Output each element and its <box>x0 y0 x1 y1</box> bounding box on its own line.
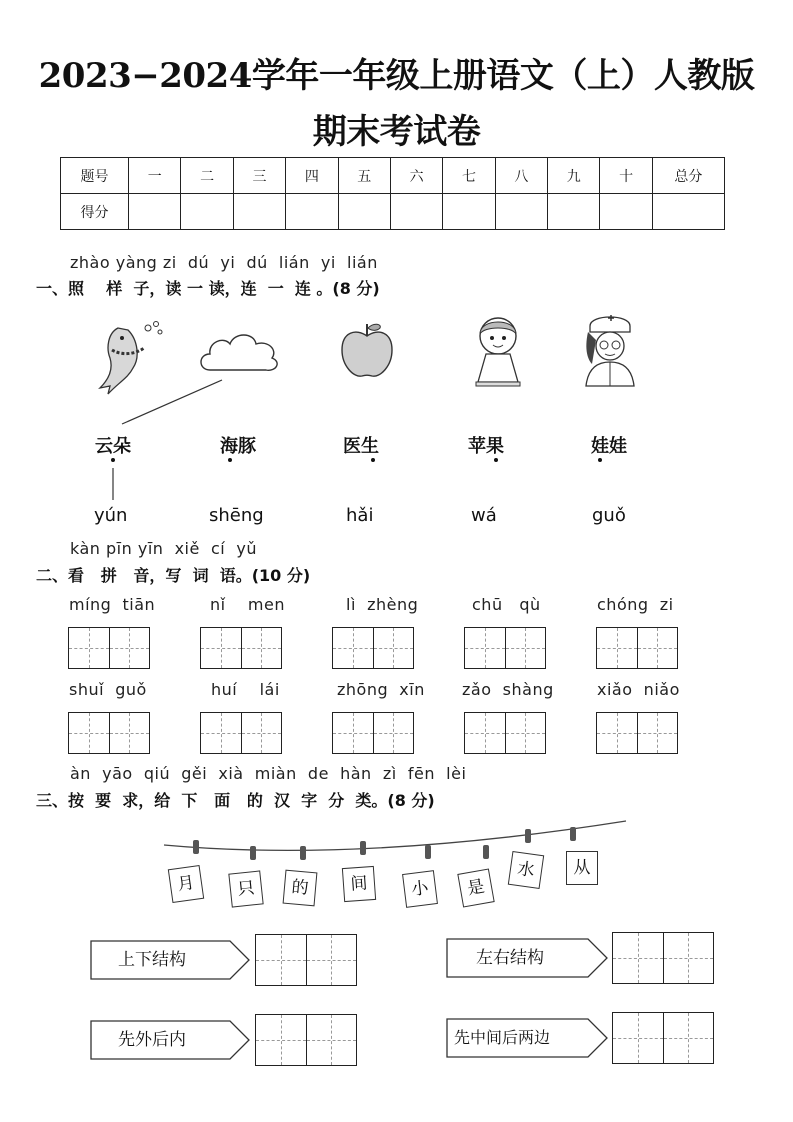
writing-grid[interactable] <box>596 627 678 669</box>
q1-pinyin: zhào yàng zi dú yi dú lián yi lián <box>70 253 378 272</box>
char-tag[interactable]: 月 <box>168 865 204 903</box>
score-input-cell[interactable] <box>233 194 285 230</box>
category-label-box <box>446 1018 608 1058</box>
score-header-cell: 八 <box>495 158 547 194</box>
score-input-cell[interactable] <box>652 194 724 230</box>
q1-title: 一、照 样 子，读 一 读，连 一 连 。(8 分) <box>36 279 380 298</box>
writing-grid[interactable] <box>332 627 414 669</box>
stress-dot <box>111 458 115 462</box>
score-header-cell: 三 <box>233 158 285 194</box>
score-header-cell: 十 <box>600 158 652 194</box>
pinyin-wa[interactable]: wá <box>471 505 497 526</box>
writing-grid[interactable] <box>596 712 678 754</box>
writing-grid[interactable] <box>332 712 414 754</box>
score-header-cell: 一 <box>129 158 181 194</box>
q2-pinyin-item: lì zhèng <box>346 595 419 614</box>
q2-pinyin-item: nǐ men <box>210 595 285 614</box>
writing-grid[interactable] <box>200 627 282 669</box>
q3-title: 三、按 要 求，给 下 面 的 汉 字 分 类。(8 分) <box>36 791 435 810</box>
category-label-box <box>90 1020 250 1060</box>
char-tag[interactable]: 间 <box>342 866 376 902</box>
char-tag[interactable]: 是 <box>457 868 494 907</box>
word-yisheng[interactable]: 医生 <box>343 436 379 457</box>
score-input-cell[interactable] <box>548 194 600 230</box>
q2-pinyin-item: zǎo shàng <box>462 680 554 699</box>
score-input-cell[interactable] <box>338 194 390 230</box>
score-header-cell: 题号 <box>61 158 129 194</box>
char-tag[interactable]: 只 <box>228 870 263 907</box>
stress-dot <box>228 458 232 462</box>
score-input-cell[interactable] <box>600 194 652 230</box>
clothespin <box>300 846 306 860</box>
clothesline <box>160 815 630 865</box>
category-label: 先外后内 <box>118 1030 186 1050</box>
score-header-cell: 二 <box>181 158 233 194</box>
writing-grid[interactable] <box>200 712 282 754</box>
stress-dot <box>371 458 375 462</box>
score-input-cell[interactable] <box>129 194 181 230</box>
q2-pinyin: kàn pīn yīn xiě cí yǔ <box>70 539 258 558</box>
score-header-cell: 六 <box>390 158 442 194</box>
score-header-cell: 四 <box>286 158 338 194</box>
writing-grid[interactable] <box>68 712 150 754</box>
score-input-cell[interactable] <box>495 194 547 230</box>
clothespin <box>483 845 489 859</box>
word-wawa[interactable]: 娃娃 <box>591 436 627 457</box>
pinyin-yun[interactable]: yún <box>94 505 128 526</box>
category-grid[interactable] <box>612 1012 714 1064</box>
category-label-box <box>446 938 608 978</box>
q2-title: 二、看 拼 音，写 词 语。(10 分) <box>36 566 311 585</box>
q2-pinyin-item: chóng zi <box>597 595 674 614</box>
score-table <box>60 157 725 230</box>
pinyin-guo[interactable]: guǒ <box>592 505 626 526</box>
clothespin <box>250 846 256 860</box>
cloud-icon <box>196 326 282 376</box>
q2-pinyin-item: zhōng xīn <box>337 680 425 699</box>
score-input-cell[interactable] <box>181 194 233 230</box>
girl-doll-icon <box>468 312 528 388</box>
score-input-cell[interactable] <box>390 194 442 230</box>
category-grid[interactable] <box>612 932 714 984</box>
q2-pinyin-item: míng tiān <box>69 595 156 614</box>
page-subtitle: 期末考试卷 <box>312 112 481 152</box>
writing-grid[interactable] <box>68 627 150 669</box>
q2-pinyin-item: chū qù <box>472 595 541 614</box>
category-label: 左右结构 <box>476 948 544 968</box>
category-grid[interactable] <box>255 1014 357 1066</box>
score-header-cell: 总分 <box>652 158 724 194</box>
clothespin <box>360 841 366 855</box>
score-input-cell[interactable] <box>286 194 338 230</box>
stress-dot <box>494 458 498 462</box>
pinyin-hai[interactable]: hǎi <box>346 505 374 526</box>
q2-pinyin-item: xiǎo niǎo <box>597 680 680 699</box>
clothespin <box>570 827 576 841</box>
clothespin <box>425 845 431 859</box>
word-haitun[interactable]: 海豚 <box>220 436 256 457</box>
writing-grid[interactable] <box>464 712 546 754</box>
category-label-box <box>90 940 250 980</box>
stress-dot <box>598 458 602 462</box>
writing-grid[interactable] <box>464 627 546 669</box>
apple-icon <box>336 318 398 380</box>
char-tag[interactable]: 的 <box>283 870 318 907</box>
category-grid[interactable] <box>255 934 357 986</box>
word-pingguo[interactable]: 苹果 <box>468 436 504 457</box>
pinyin-sheng[interactable]: shēng <box>209 505 264 526</box>
char-tag[interactable]: 从 <box>566 851 598 885</box>
doctor-icon <box>578 310 642 388</box>
category-label: 上下结构 <box>118 950 186 970</box>
score-header-cell: 九 <box>548 158 600 194</box>
char-tag[interactable]: 水 <box>508 851 544 889</box>
page-title: 2023−2024学年一年级上册语文（上）人教版 <box>38 56 755 96</box>
clothespin <box>193 840 199 854</box>
word-yunduo[interactable]: 云朵 <box>95 436 131 457</box>
q2-pinyin-item: huí lái <box>211 680 280 699</box>
score-input-cell[interactable] <box>443 194 495 230</box>
score-row-label: 得分 <box>61 194 129 230</box>
q3-pinyin: àn yāo qiú gěi xià miàn de hàn zì fēn lèi <box>70 764 467 783</box>
score-header-cell: 五 <box>338 158 390 194</box>
score-header-cell: 七 <box>443 158 495 194</box>
q2-pinyin-item: shuǐ guǒ <box>69 680 147 699</box>
char-tag[interactable]: 小 <box>402 870 438 908</box>
clothespin <box>525 829 531 843</box>
category-label: 先中间后两边 <box>454 1028 551 1047</box>
